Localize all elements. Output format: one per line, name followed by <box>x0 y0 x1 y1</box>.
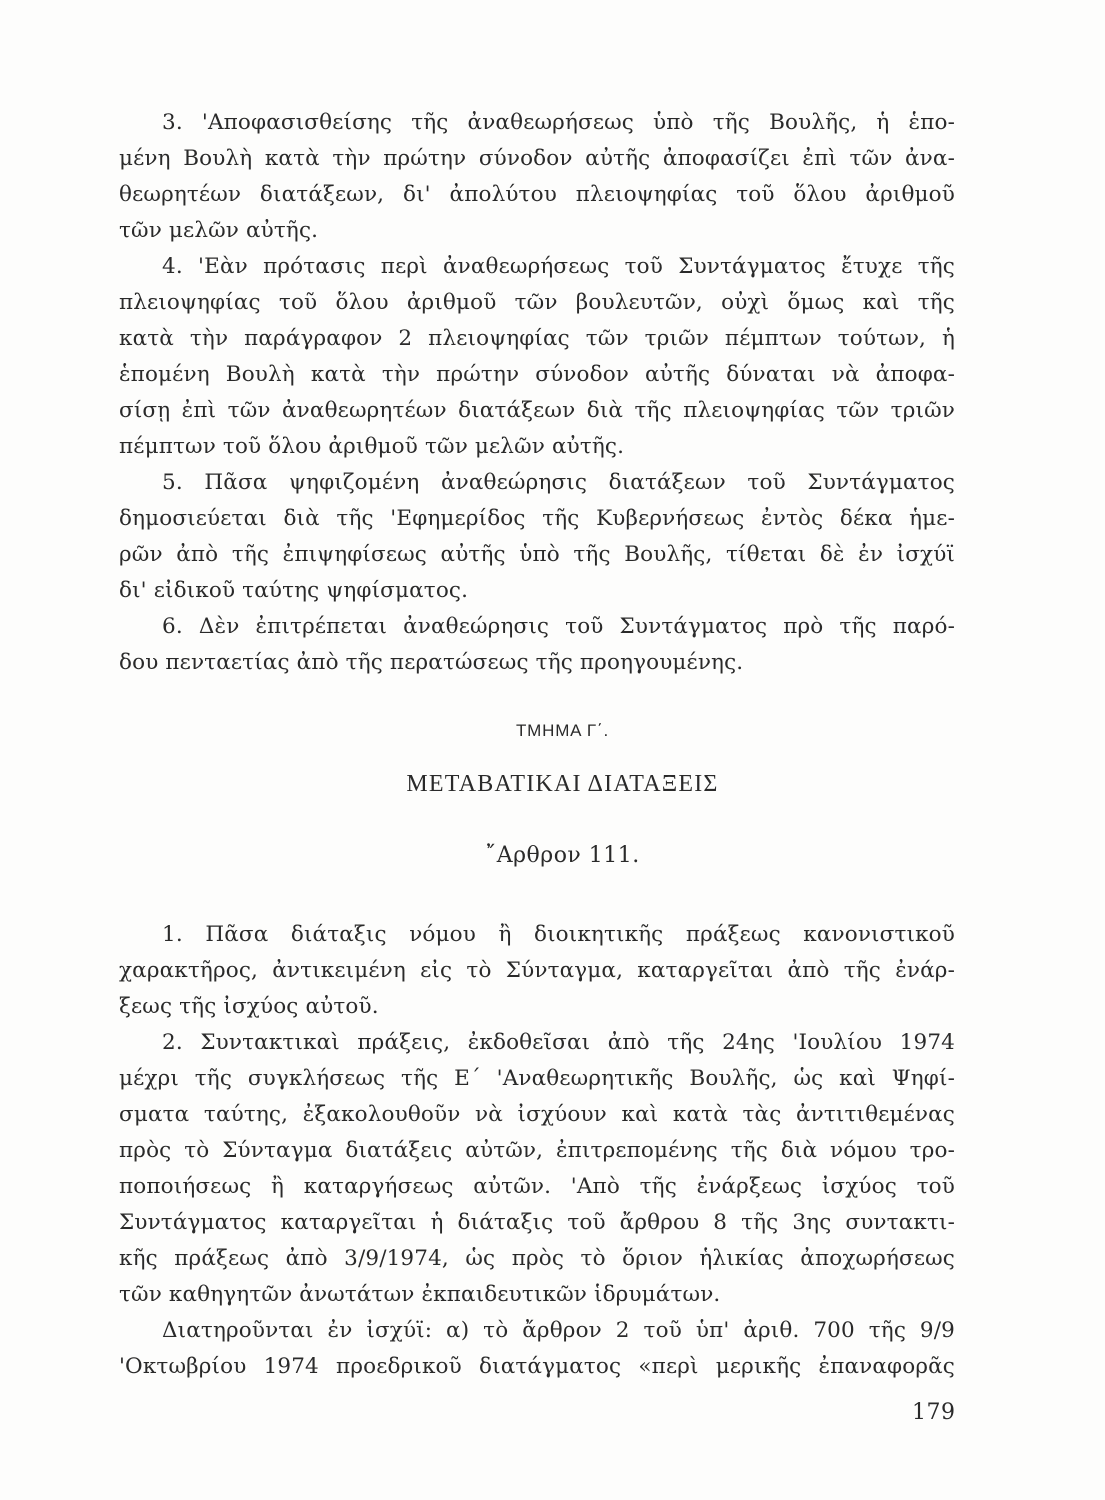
text-line: 'Οκτωβρίου 1974 προεδρικοῦ διατάγματος «περὶ μερικῆς ἐπαναφορᾶς <box>119 1354 955 1379</box>
text-line: πρὸς τὸ Σύνταγμα διατάξεις αὐτῶν, ἐπιτρεπομένης τῆς διὰ νόμου τρο- <box>119 1138 955 1163</box>
text-line: 4. 'Εὰν πρότασις περὶ ἀναθεωρήσεως τοῦ Συντάγματος ἔτυχε τῆς <box>162 254 955 279</box>
text-line: σματα ταύτης, ἐξακολουθοῦν νὰ ἰσχύουν καὶ κατὰ τὰς ἀντιτιθεμένας <box>119 1102 955 1127</box>
article-title: ῎Αρθρον 111. <box>485 843 640 868</box>
text-line: ξεως τῆς ἰσχύος αὐτοῦ. <box>119 994 379 1019</box>
text-line: ρῶν ἀπὸ τῆς ἐπιψηφίσεως αὐτῆς ὑπὸ τῆς Βουλῆς, τίθεται δὲ ἐν ἰσχύϊ <box>119 542 955 567</box>
text-line: δι' εἰδικοῦ ταύτης ψηφίσματος. <box>119 578 469 603</box>
text-line: 3. 'Αποφασισθείσης τῆς ἀναθεωρήσεως ὑπὸ τῆς Βουλῆς, ἡ ἑπο- <box>162 110 955 135</box>
text-line: μένη Βουλὴ κατὰ τὴν πρώτην σύνοδον αὐτῆς ἀποφασίζει ἐπὶ τῶν ἀνα- <box>119 146 955 171</box>
text-line: 5. Πᾶσα ψηφιζομένη ἀναθεώρησις διατάξεων τοῦ Συντάγματος <box>162 470 955 495</box>
text-line: Διατηροῦνται ἐν ἰσχύϊ: α) τὸ ἄρθρον 2 τοῦ ὑπ' ἀριθ. 700 τῆς 9/9 <box>162 1318 955 1343</box>
text-line: πλειοψηφίας τοῦ ὅλου ἀριθμοῦ τῶν βουλευτῶν, οὐχὶ ὅμως καὶ τῆς <box>119 290 955 315</box>
text-line: ποποιήσεως ἢ καταργήσεως αὐτῶν. 'Απὸ τῆς ἐνάρξεως ἰσχύος τοῦ <box>119 1174 955 1199</box>
text-line: ἑπομένη Βουλὴ κατὰ τὴν πρώτην σύνοδον αὐτῆς δύναται νὰ ἀποφα- <box>119 362 955 387</box>
text-line: 1. Πᾶσα διάταξις νόμου ἢ διοικητικῆς πράξεως κανονιστικοῦ <box>162 922 955 947</box>
text-line: χαρακτῆρος, ἀντικειμένη εἰς τὸ Σύνταγμα, καταργεῖται ἀπὸ τῆς ἐνάρ- <box>119 958 955 983</box>
page-number: 179 <box>912 1400 956 1425</box>
section-title: ΜΕΤΑΒΑΤΙΚΑΙ ΔΙΑΤΑΞΕΙΣ <box>406 771 719 797</box>
text-line: τῶν μελῶν αὐτῆς. <box>119 218 319 243</box>
text-line: 6. Δὲν ἐπιτρέπεται ἀναθεώρησις τοῦ Συντάγματος πρὸ τῆς παρό- <box>162 614 955 639</box>
text-line: δημοσιεύεται διὰ τῆς 'Εφημερίδος τῆς Κυβερνήσεως ἐντὸς δέκα ἡμε- <box>119 506 955 531</box>
text-line: σίσῃ ἐπὶ τῶν ἀναθεωρητέων διατάξεων διὰ τῆς πλειοψηφίας τῶν τριῶν <box>119 398 955 423</box>
text-line: κῆς πράξεως ἀπὸ 3/9/1974, ὡς πρὸς τὸ ὅριον ἡλικίας ἀποχωρήσεως <box>119 1246 955 1271</box>
text-line: πέμπτων τοῦ ὅλου ἀριθμοῦ τῶν μελῶν αὐτῆς. <box>119 434 625 459</box>
text-line: τῶν καθηγητῶν ἀνωτάτων ἐκπαιδευτικῶν ἱδρυμάτων. <box>119 1282 721 1307</box>
text-line: μέχρι τῆς συγκλήσεως τῆς Ε΄ 'Αναθεωρητικῆς Βουλῆς, ὡς καὶ Ψηφί- <box>119 1066 955 1091</box>
section-label: ΤΜΗΜΑ Γ΄. <box>515 721 610 740</box>
text-line: 2. Συντακτικαὶ πράξεις, ἐκδοθεῖσαι ἀπὸ τῆς 24ης 'Ιουλίου 1974 <box>162 1030 955 1055</box>
text-line: κατὰ τὴν παράγραφον 2 πλειοψηφίας τῶν τριῶν πέμπτων τούτων, ἡ <box>119 326 955 351</box>
text-line: δου πενταετίας ἀπὸ τῆς περατώσεως τῆς προηγουμένης. <box>119 650 744 675</box>
text-line: θεωρητέων διατάξεων, δι' ἀπολύτου πλειοψηφίας τοῦ ὅλου ἀριθμοῦ <box>119 182 955 207</box>
text-line: Συντάγματος καταργεῖται ἡ διάταξις τοῦ ἄρθρου 8 τῆς 3ης συντακτι- <box>119 1210 955 1235</box>
